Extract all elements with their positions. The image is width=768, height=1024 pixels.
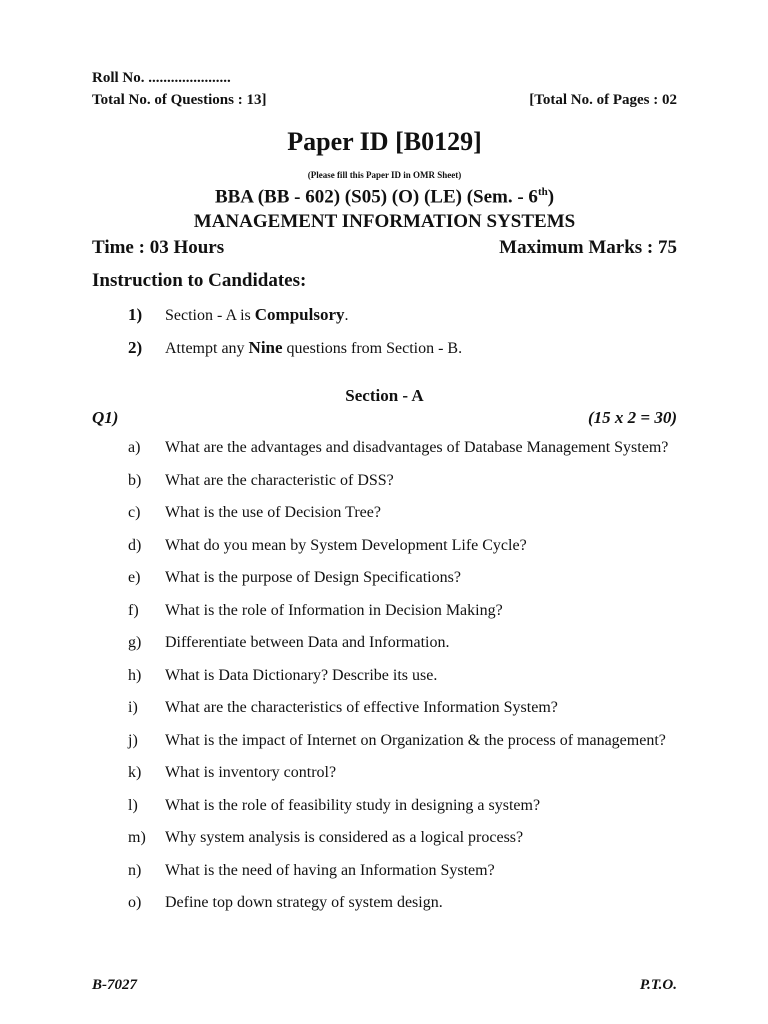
question-letter: d) <box>128 536 142 554</box>
question-text: Define top down strategy of system design. <box>165 894 443 911</box>
question-letter: n) <box>128 861 142 879</box>
question-letter: h) <box>128 666 142 684</box>
question-text: What is the role of feasibility study in designing a system? <box>165 796 541 814</box>
question-item <box>128 437 677 459</box>
question-item <box>128 697 677 719</box>
question-marks: (15 x 2 = 30) <box>587 408 677 427</box>
question-item <box>128 730 677 752</box>
question-letter: f) <box>128 601 139 619</box>
instruction-number: 1) <box>128 305 143 324</box>
question-item <box>128 470 677 492</box>
instruction-item <box>128 338 677 358</box>
question-letter: a) <box>128 439 141 456</box>
roll-no-row <box>92 70 677 87</box>
time-allowed: Time : 03 Hours <box>92 237 225 258</box>
paper-code: B-7027 <box>92 977 137 993</box>
course-prefix: BBA (BB - 602) (S05) (O) (LE) (Sem. - 6 <box>214 186 538 208</box>
question-text: Why system analysis is considered as a logical process? <box>165 829 524 846</box>
max-marks: Maximum Marks : 75 <box>499 237 677 258</box>
question-item <box>128 535 677 557</box>
question-text: What is the purpose of Design Specifications? <box>165 569 461 586</box>
question-letter: e) <box>128 569 141 586</box>
question-text: What is Data Dictionary? Describe its use. <box>165 666 438 684</box>
question-item <box>128 600 677 622</box>
question-letter: g) <box>128 634 142 651</box>
question-letter: o) <box>128 894 142 911</box>
question-item <box>128 665 677 687</box>
instructions-heading: Instruction to Candidates: <box>92 270 307 291</box>
question-item <box>128 502 677 524</box>
question-letter: j) <box>128 731 138 749</box>
course-sup: th <box>537 186 548 198</box>
instruction-text: Section - A is Compulsory. <box>165 305 349 324</box>
question-item <box>128 827 677 849</box>
question-text: What is the role of Information in Decision Making? <box>165 601 503 619</box>
question-text: What is the impact of Internet on Organization & the process of management? <box>165 731 666 749</box>
instruction-item <box>128 305 677 325</box>
question-text: What are the advantages and disadvantages of Database Management System? <box>165 439 669 456</box>
section-a-title: Section - A <box>345 386 424 405</box>
pto-label: P.T.O. <box>639 977 677 993</box>
question-item <box>128 795 677 817</box>
question-letter: l) <box>128 796 138 814</box>
exam-page <box>92 0 677 1024</box>
roll-no: Roll No. ...................... <box>92 70 231 86</box>
question-letter: b) <box>128 471 142 489</box>
question-text: What are the characteristic of DSS? <box>165 471 394 489</box>
question-text: What are the characteristics of effective Information System? <box>165 699 558 716</box>
subject-title: MANAGEMENT INFORMATION SYSTEMS <box>193 211 576 232</box>
total-questions: Total No. of Questions : 13] <box>92 92 267 108</box>
question-item <box>128 632 677 654</box>
course-code <box>92 186 677 208</box>
question-text: What is inventory control? <box>165 764 337 781</box>
question-label: Q1) <box>92 408 119 427</box>
question-text: What is the need of having an Information System? <box>165 861 495 879</box>
totals-row <box>92 92 677 109</box>
question-letter: c) <box>128 504 141 521</box>
question-text: Differentiate between Data and Information. <box>165 634 450 651</box>
page-footer <box>92 977 677 994</box>
question-text: What do you mean by System Development Life Cycle? <box>165 536 527 554</box>
question-letter: i) <box>128 699 138 716</box>
question-text: What is the use of Decision Tree? <box>165 504 381 521</box>
question-header-row <box>92 408 677 428</box>
question-letter: k) <box>128 764 142 781</box>
question-letter: m) <box>128 829 146 846</box>
question-list <box>128 437 677 925</box>
question-item <box>128 892 677 914</box>
time-marks-row <box>92 237 677 259</box>
instruction-number: 2) <box>128 338 143 357</box>
course-suffix: ) <box>547 186 555 208</box>
question-item <box>128 762 677 784</box>
total-pages: [Total No. of Pages : 02 <box>529 92 677 108</box>
omr-note: (Please fill this Paper ID in OMR Sheet) <box>307 170 462 180</box>
question-item <box>128 860 677 882</box>
instruction-text: Attempt any Nine questions from Section - B. <box>165 338 463 357</box>
paper-id: Paper ID [B0129] <box>287 127 482 156</box>
question-item <box>128 567 677 589</box>
